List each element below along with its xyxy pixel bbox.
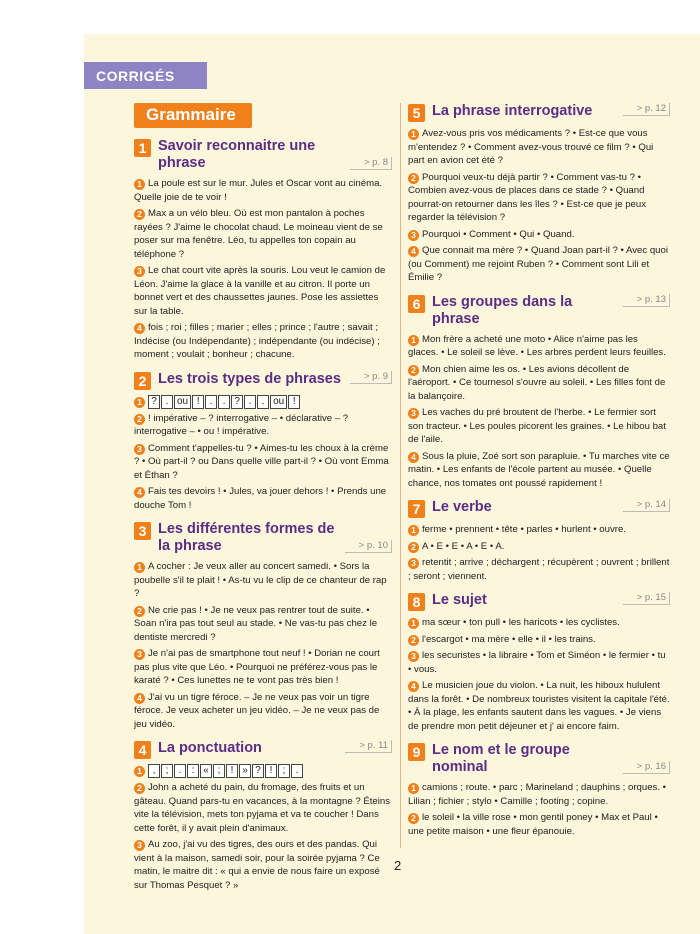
answer-box: . bbox=[174, 764, 186, 778]
page-reference: > p. 13 bbox=[623, 294, 670, 307]
section-header bbox=[408, 294, 670, 328]
section-number: 5 bbox=[408, 104, 425, 122]
exercise-answer bbox=[408, 363, 670, 404]
exercise-number: 4 bbox=[408, 681, 419, 692]
answer-text: Je n'ai pas de smartphone tout neuf ! • Dorian ne court pas plus vite que Léo. • Pourquoi ne préférez-vous pas le karaté ? • Ces lunettes ne te vont pas très bien ! bbox=[134, 648, 380, 686]
section-header bbox=[408, 592, 670, 611]
exercise-answer bbox=[134, 177, 392, 204]
answer-text: le soleil • la ville rose • mon gentil poney • Max et Paul • une petite maison • une fleur épanouie. bbox=[408, 812, 658, 837]
exercise-number: 3 bbox=[134, 840, 145, 851]
exercise-number: 4 bbox=[408, 246, 419, 257]
answer-text: J'ai vu un tigre féroce. – Je ne veux pas voir un tigre féroce. Je veux acheter un jeu vidéo. – Je ne veux pas de jeu vidéo. bbox=[134, 691, 380, 730]
section-number: 1 bbox=[134, 139, 151, 157]
answer-box: . bbox=[291, 764, 303, 778]
exercise-number: 3 bbox=[408, 558, 419, 569]
answer-text: Pourquoi veux-tu déjà partir ? • Comment vas-tu ? • Combien avez-vous de places dans ce stade ? • Quand pourrat-on retourner dans les îles ? • Est-ce que je peux regarder la télévision ? bbox=[408, 171, 647, 223]
answer-text: Mon frère a acheté une moto • Alice n'aime pas les glaces. • Le soleil se lève. • Les arbres perdent leurs feuilles. bbox=[408, 333, 666, 358]
section-number: 3 bbox=[134, 522, 151, 540]
answer-box: « bbox=[200, 764, 212, 778]
answer-text: Que connait ma mère ? • Quand Joan part-il ? • Avec quoi (ou Comment) me rejoint Ruben ? • Comment sont Lili et Émilie ? bbox=[408, 245, 668, 283]
exercise-number: 3 bbox=[134, 649, 145, 660]
page-reference: > p. 12 bbox=[623, 103, 670, 116]
answer-box: : bbox=[187, 764, 199, 778]
section-header bbox=[134, 521, 392, 555]
exercise-answer bbox=[134, 560, 392, 601]
exercise-number: 1 bbox=[408, 129, 419, 140]
section-title: Le nom et le groupe nominal bbox=[432, 742, 570, 775]
section-header bbox=[134, 371, 392, 390]
page-number: 2 bbox=[394, 858, 402, 873]
answer-text: A cocher : Je veux aller au concert samedi. • Sors la poubelle s'il te plait ! • As-tu vu le clip de ce chanteur de rap ? bbox=[134, 561, 387, 599]
section-number: 6 bbox=[408, 295, 425, 313]
exercise-number: 4 bbox=[134, 693, 145, 704]
exercise-answer bbox=[134, 781, 392, 835]
exercise-answer bbox=[134, 764, 392, 778]
answer-text: Mon chien aime les os. • Les avions décollent de l'aéroport. • Ce tournesol s'ouvre au soleil. • Les filles font de la balançoire. bbox=[408, 363, 666, 402]
answer-text: Les vaches du pré broutent de l'herbe. • Le fermier sort son tracteur. • Les poules picorent les graines. • Le hibou bat de l'aile. bbox=[408, 407, 666, 445]
answer-box: . bbox=[205, 395, 217, 409]
exercise-number: 1 bbox=[408, 525, 419, 536]
exercise-answer bbox=[408, 679, 670, 733]
answer-text: fois ; roi ; filles ; marier ; elles ; prince ; l'autre ; savait ; Indécise (ou Indépendante) ; indépendante (ou indécise) ; moment ; voulait ; bonheur ; chacune. bbox=[134, 322, 380, 360]
exercise-number: 1 bbox=[408, 783, 419, 794]
answer-box: » bbox=[239, 764, 251, 778]
answer-text: l'escargot • ma mère • elle • il • les trains. bbox=[422, 633, 596, 645]
exercise-answer bbox=[408, 127, 670, 168]
exercise-answer bbox=[408, 633, 670, 647]
answer-box: ou bbox=[270, 395, 287, 409]
answer-text: La poule est sur le mur. Jules et Oscar vont au cinéma. Quelle joie de te voir ! bbox=[134, 178, 383, 203]
exercise-answer bbox=[134, 395, 392, 409]
answer-text: Le chat court vite après la souris. Lou veut le camion de Léon. J'aime la glace à la vanille et au citron. Il porte un bonnet vert et des chaussettes jaunes. Pose les assiettes sur la table. bbox=[134, 265, 386, 317]
answer-box: ! bbox=[226, 764, 238, 778]
section-header bbox=[408, 103, 670, 122]
exercise-number: 3 bbox=[408, 230, 419, 241]
section-title: Les groupes dans la phrase bbox=[432, 293, 573, 327]
section-8 bbox=[408, 592, 670, 733]
answer-text: Fais tes devoirs ! • Jules, va jouer dehors ! • Prends une douche Tom ! bbox=[134, 486, 387, 511]
exercise-answer bbox=[408, 523, 670, 537]
exercise-answer bbox=[134, 207, 392, 261]
exercise-number: 4 bbox=[134, 487, 145, 498]
section-number: 7 bbox=[408, 500, 425, 518]
exercise-number: 2 bbox=[408, 365, 419, 376]
exercise-answer bbox=[134, 691, 392, 732]
section-9 bbox=[408, 742, 670, 838]
section-5 bbox=[408, 103, 670, 285]
answer-box: ; bbox=[213, 764, 225, 778]
exercise-number: 2 bbox=[408, 813, 419, 824]
section-header bbox=[408, 499, 670, 518]
exercise-number: 2 bbox=[408, 542, 419, 553]
answer-box: , bbox=[148, 764, 160, 778]
answer-text: Au zoo, j'ai vu des tigres, des ours et des pandas. Qui vient à la maison, samedi soir, pour la soirée pyjama ? Ce matin, le maitre dit : « qui a envie de nous faire un exposé sur Thomas Pesquet ? » bbox=[134, 839, 380, 891]
right-column bbox=[408, 103, 670, 847]
answer-text: Sous la pluie, Zoé sort son parapluie. • Tu marches vite ce matin. • Les enfants de l'école partent au musée. • Quelle chance, nos tomates ont poussé rapidement ! bbox=[408, 450, 670, 489]
answer-box: ! bbox=[288, 395, 300, 409]
exercise-number: 1 bbox=[134, 397, 145, 408]
exercise-number: 1 bbox=[408, 335, 419, 346]
answer-text: John a acheté du pain, du fromage, des fruits et un gâteau. Quand pars-tu en vacances, à la montagne ? Éteins vite la télévision, mets ton pyjama et va te coucher ! Dans cette forêt, il y avait plein d'animaux. bbox=[134, 782, 391, 834]
exercise-number: 2 bbox=[134, 209, 145, 220]
section-1 bbox=[134, 138, 392, 362]
exercise-answer bbox=[134, 485, 392, 512]
answer-box: ! bbox=[192, 395, 204, 409]
exercise-number: 1 bbox=[134, 179, 145, 190]
answer-text: Pourquoi • Comment • Qui • Quand. bbox=[422, 228, 575, 240]
exercise-answer bbox=[408, 540, 670, 554]
answer-box: ; bbox=[161, 764, 173, 778]
answer-box: ? bbox=[231, 395, 243, 409]
answer-text: A • E • E • A • E • A. bbox=[422, 540, 505, 552]
section-title: Les trois types de phrases bbox=[158, 370, 341, 387]
section-number: 4 bbox=[134, 741, 151, 759]
answer-box: ? bbox=[252, 764, 264, 778]
section-number: 2 bbox=[134, 372, 151, 390]
section-number: 8 bbox=[408, 593, 425, 611]
answer-box: ! bbox=[265, 764, 277, 778]
answer-text: les securistes • la libraire • Tom et Siméon • le fermier • tu • vous. bbox=[408, 650, 666, 675]
exercise-number: 3 bbox=[134, 266, 145, 277]
answer-text: ! impérative – ? interrogative – • déclarative – ? interrogative – • ou ! impérative. bbox=[134, 412, 349, 437]
page-reference: > p. 14 bbox=[623, 499, 670, 512]
exercise-number: 3 bbox=[134, 444, 145, 455]
exercise-number: 2 bbox=[134, 414, 145, 425]
column-divider bbox=[400, 103, 401, 848]
page-reference: > p. 11 bbox=[345, 740, 392, 753]
answer-text: Le musicien joue du violon. • La nuit, les hiboux hululent dans la forêt. • De nombreux touristes visitent la capitale l'été. • À la plage, les enfants sautent dans les vagues. • Je viens de prendre mon petit déjeuner et j' ai encore faim. bbox=[408, 680, 670, 732]
answer-text: Avez-vous pris vos médicaments ? • Est-ce que vous m'entendez ? • Comment avez-vous trouvé ce film ? • Qui part en avion cet été ? bbox=[408, 128, 654, 166]
exercise-answer bbox=[134, 838, 392, 892]
exercise-answer bbox=[408, 450, 670, 491]
section-title: Le verbe bbox=[432, 499, 492, 515]
exercise-answer bbox=[134, 442, 392, 483]
left-column bbox=[134, 103, 392, 901]
exercise-answer bbox=[408, 228, 670, 242]
section-2 bbox=[134, 371, 392, 513]
exercise-answer bbox=[408, 616, 670, 630]
exercise-answer bbox=[134, 321, 392, 362]
answer-text: ma sœur • ton pull • les haricots • les cyclistes. bbox=[422, 617, 620, 628]
answer-box: . bbox=[244, 395, 256, 409]
exercise-number: 4 bbox=[134, 323, 145, 334]
exercise-answer bbox=[134, 647, 392, 688]
page-reference: > p. 10 bbox=[345, 540, 392, 553]
section-7 bbox=[408, 499, 670, 583]
exercise-answer bbox=[408, 781, 670, 808]
page-reference: > p. 15 bbox=[623, 592, 670, 605]
exercise-answer bbox=[408, 406, 670, 447]
answer-box: ; bbox=[278, 764, 290, 778]
exercise-answer bbox=[408, 811, 670, 838]
answer-box: . bbox=[218, 395, 230, 409]
exercise-number: 1 bbox=[134, 766, 145, 777]
answer-text: camions ; route. • parc ; Marineland ; dauphins ; orques. • Lilian ; fichier ; stylo • Camille ; footing ; copine. bbox=[408, 782, 667, 807]
exercise-number: 2 bbox=[134, 606, 145, 617]
exercise-number: 3 bbox=[408, 408, 419, 419]
page-reference: > p. 8 bbox=[350, 157, 392, 170]
corriges-tag: CORRIGÉS bbox=[84, 62, 207, 89]
section-header bbox=[134, 740, 392, 759]
exercise-number: 2 bbox=[408, 173, 419, 184]
exercise-number: 2 bbox=[134, 783, 145, 794]
page-reference: > p. 9 bbox=[350, 371, 392, 384]
section-4 bbox=[134, 740, 392, 892]
exercise-answer bbox=[408, 556, 670, 583]
exercise-answer bbox=[134, 604, 392, 645]
answer-boxes bbox=[148, 765, 304, 776]
exercise-number: 1 bbox=[408, 618, 419, 629]
section-title: La phrase interrogative bbox=[432, 103, 593, 119]
exercise-answer bbox=[408, 171, 670, 225]
section-header bbox=[134, 138, 392, 172]
exercise-answer bbox=[408, 244, 670, 285]
answer-text: Ne crie pas ! • Je ne veux pas rentrer tout de suite. • Soan n'ira pas tout seul au stade. • Ne vas-tu pas chez le dentiste mercredi ? bbox=[134, 604, 378, 643]
section-title: Les différentes formes de la phrase bbox=[158, 521, 335, 554]
section-header bbox=[408, 742, 670, 776]
section-number: 9 bbox=[408, 743, 425, 761]
answer-box: . bbox=[257, 395, 269, 409]
section-title: Le sujet bbox=[432, 592, 487, 608]
answer-text: ferme • prennent • tête • parles • hurlent • ouvre. bbox=[422, 524, 626, 535]
answer-boxes bbox=[148, 396, 301, 407]
exercise-number: 2 bbox=[408, 635, 419, 646]
answer-box: ou bbox=[174, 395, 191, 409]
answer-text: Max a un vélo bleu. Où est mon pantalon à poches rayées ? J'aime le chocolat chaud. Le moineau vient de se poser sur ma fenêtre. Léo, tu appelles ton copain au téléphone ? bbox=[134, 208, 383, 260]
exercise-number: 3 bbox=[408, 651, 419, 662]
section-title: La ponctuation bbox=[158, 740, 262, 756]
answer-box: . bbox=[161, 395, 173, 409]
section-3 bbox=[134, 521, 392, 731]
answer-text: retentit ; arrive ; déchargent ; récupèrent ; ouvrent ; brillent ; seront ; viennent. bbox=[408, 557, 670, 582]
exercise-answer bbox=[408, 649, 670, 676]
exercise-answer bbox=[134, 264, 392, 318]
section-title: Savoir reconnaitre une phrase bbox=[158, 138, 316, 171]
exercise-number: 4 bbox=[408, 452, 419, 463]
exercise-number: 1 bbox=[134, 562, 145, 573]
answer-box: ? bbox=[148, 395, 160, 409]
grammaire-banner: Grammaire bbox=[134, 103, 252, 128]
exercise-answer bbox=[134, 412, 392, 439]
page-reference: > p. 16 bbox=[623, 761, 670, 774]
exercise-answer bbox=[408, 333, 670, 360]
section-6 bbox=[408, 294, 670, 491]
answer-text: Comment t'appelles-tu ? • Aimes-tu les choux à la crème ? • Où part-il ? ou Dans quelle ville part-il ? • Où vont Emma et Éthan ? bbox=[134, 442, 389, 481]
